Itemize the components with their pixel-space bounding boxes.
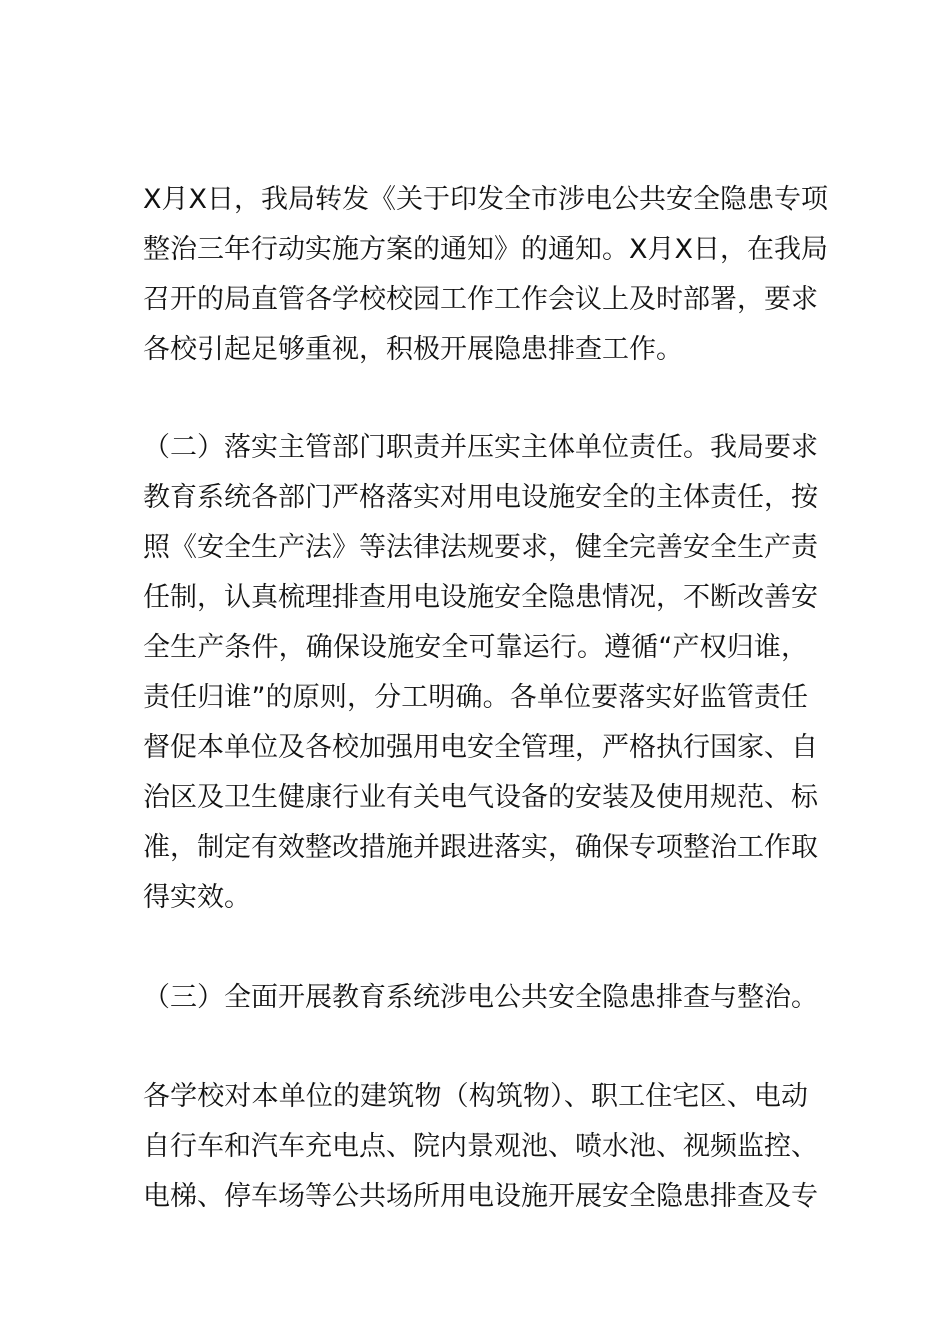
text-line: 召开的局直管各学校校园工作工作会议上及时部署，要求 bbox=[143, 284, 818, 315]
text-line: 自行车和汽车充电点、院内景观池、喷水池、视频监控、 bbox=[143, 1131, 818, 1162]
paragraph-section-three-heading bbox=[143, 973, 818, 1023]
text-line: 督促本单位及各校加强用电安全管理，严格执行国家、自 bbox=[143, 732, 818, 763]
text-line: X月X日，我局转发《关于印发全市涉电公共安全隐患专项 bbox=[143, 184, 828, 215]
text-line: 治区及卫生健康行业有关电气设备的安装及使用规范、标 bbox=[143, 782, 818, 813]
text-line: 电梯、停车场等公共场所用电设施开展安全隐患排查及专 bbox=[143, 1181, 818, 1212]
text-line: （二）落实主管部门职责并压实主体单位责任。我局要求 bbox=[143, 432, 818, 463]
text-line: 整治三年行动实施方案的通知》的通知。X月X日，在我局 bbox=[143, 234, 828, 265]
text-line: 全生产条件，确保设施安全可靠运行。遵循“产权归谁， bbox=[143, 632, 808, 663]
text-line: 得实效。 bbox=[143, 882, 251, 913]
text-line: 责任归谁”的原则，分工明确。各单位要落实好监管责任 bbox=[143, 682, 808, 713]
paragraph-inspection-scope bbox=[143, 1072, 818, 1222]
paragraph-notice-forwarding bbox=[143, 175, 828, 375]
text-line: 任制，认真梳理排查用电设施安全隐患情况，不断改善安 bbox=[143, 582, 818, 613]
text-line: （三）全面开展教育系统涉电公共安全隐患排查与整治。 bbox=[143, 982, 818, 1013]
text-line: 各学校对本单位的建筑物（构筑物）、职工住宅区、电动 bbox=[143, 1081, 808, 1112]
text-line: 照《安全生产法》等法律法规要求，健全完善安全生产责 bbox=[143, 532, 818, 563]
paragraph-section-two bbox=[143, 423, 818, 923]
text-line: 各校引起足够重视，积极开展隐患排查工作。 bbox=[143, 334, 683, 365]
text-line: 准，制定有效整改措施并跟进落实，确保专项整治工作取 bbox=[143, 832, 818, 863]
text-line: 教育系统各部门严格落实对用电设施安全的主体责任，按 bbox=[143, 482, 818, 513]
